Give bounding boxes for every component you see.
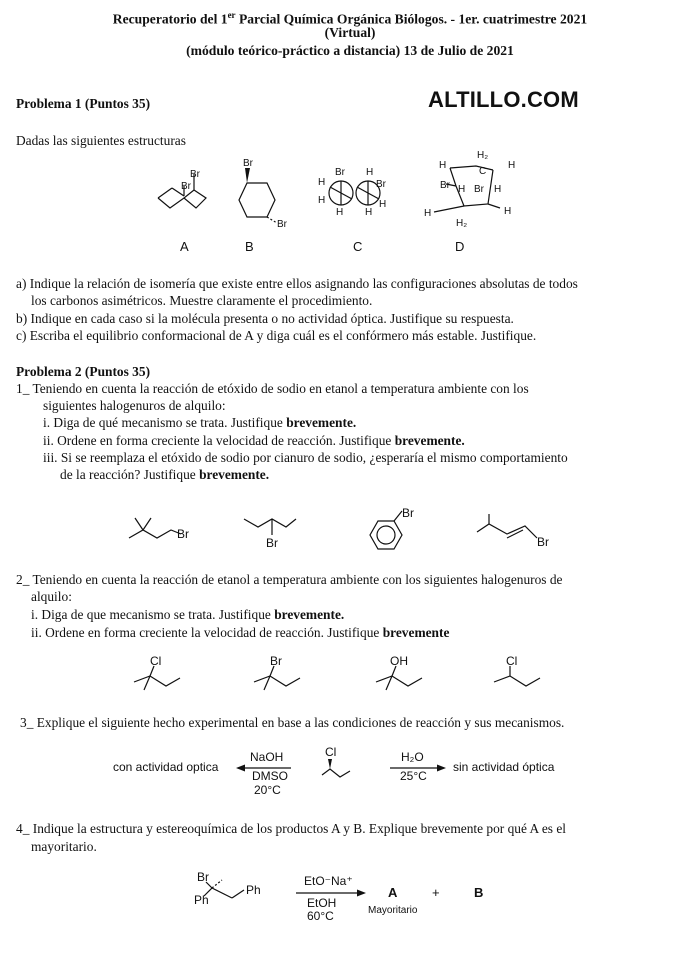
structure-d-chair <box>418 146 518 232</box>
structure-b-cyclohexane <box>225 155 295 235</box>
q1-molecule-2 <box>240 505 310 550</box>
q2-line1: 2_ Teniendo en cuenta la reacción de etanol a temperatura ambiente con los siguientes halogenuros de <box>16 572 563 587</box>
br-label: Br <box>243 158 253 169</box>
q3-right-temp: 25°C <box>400 769 427 783</box>
q1-iii-cont: de la reacción? Justifique brevemente. <box>60 467 270 482</box>
br-label: Br <box>266 536 278 550</box>
h-label: H <box>504 206 512 217</box>
br-label: Br <box>177 527 189 541</box>
q2-molecule-4 <box>490 656 550 701</box>
h2-label: H₂ <box>456 218 468 229</box>
q2-molecule-3 <box>372 656 432 701</box>
br-label: Br <box>190 169 200 180</box>
br-label: Br <box>402 506 414 520</box>
problem1-item-a: a) Indique la relación de isomería que existe entre ellos asignando las configuraciones absolutas de todos <box>16 276 578 291</box>
q1-line1: 1_ Teniendo en cuenta la reacción de etóxido de sodio en etanol a temperatura ambiente con los <box>16 381 529 396</box>
problem1-item-a-cont: los carbonos asimétricos. Muestre claramente el procedimiento. <box>31 293 373 308</box>
q1-molecule-1 <box>125 510 195 550</box>
q3-left-reagent: NaOH <box>250 750 284 764</box>
h-label: H <box>508 160 516 171</box>
cl-label: Cl <box>506 654 518 668</box>
product-a: A <box>388 885 398 900</box>
cl-label: Cl <box>150 654 162 668</box>
br-label: Br <box>376 179 386 190</box>
h-label: H <box>336 207 344 218</box>
label-a: A <box>180 239 189 254</box>
q4-line2: mayoritario. <box>31 839 97 854</box>
h-label: H <box>318 177 326 188</box>
exam-date: (módulo teórico-práctico a distancia) 13 de Julio de 2021 <box>186 43 514 58</box>
q1-molecule-3-bromobenzene <box>358 505 428 555</box>
q1-molecule-4-allyl <box>475 508 565 553</box>
h2-label: H₂ <box>477 150 489 161</box>
br-label: Br <box>197 870 209 884</box>
q1-line2: siguientes halogenuros de alquilo: <box>43 398 226 413</box>
q3-left-solvent: DMSO <box>252 769 288 783</box>
q3-right-text: sin actividad óptica <box>453 760 555 774</box>
q1-ii: ii. Ordene en forma creciente la velocidad de reacción. Justifique brevemente. <box>43 433 465 448</box>
mayoritario-label: Mayoritario <box>368 905 418 916</box>
oh-label: OH <box>390 654 408 668</box>
problem2-title: Problema 2 (Puntos 35) <box>16 364 151 379</box>
altillo-logo: ALTILLO.COM <box>428 87 579 112</box>
q3-center-molecule <box>318 745 358 785</box>
product-b: B <box>474 885 484 900</box>
h-label: H <box>424 208 432 219</box>
label-d: D <box>455 239 465 254</box>
ph-label: Ph <box>246 883 261 897</box>
problem1-item-c: c) Escriba el equilibrio conformacional de A y diga cuál es el confórmero más estable. Justifique. <box>16 328 537 343</box>
q4-solvent: EtOH <box>307 896 337 910</box>
plus-sign: + <box>432 885 440 900</box>
br-label: Br <box>270 654 282 668</box>
q3-right-reagent: H₂O <box>401 750 424 764</box>
q4-temp: 60°C <box>307 909 334 923</box>
label-c: C <box>353 239 363 254</box>
br-label: Br <box>537 535 549 549</box>
h-label: H <box>318 195 326 206</box>
q1-i: i. Diga de qué mecanismo se trata. Justifique brevemente. <box>43 415 357 430</box>
h-label: H <box>366 167 374 178</box>
q2-molecule-1 <box>130 656 190 701</box>
problem1-item-b: b) Indique en cada caso si la molécula presenta o no actividad óptica. Justifique su respuesta. <box>16 311 514 326</box>
q1-iii: iii. Si se reemplaza el etóxido de sodio por cianuro de sodio, ¿esperaría el mismo comportamiento <box>43 450 568 465</box>
q4-line1: 4_ Indique la estructura y estereoquímica de los productos A y B. Explique brevemente por qué A es el <box>16 821 566 836</box>
q3-left-text: con actividad optica <box>113 760 219 774</box>
q3-text: 3_ Explique el siguiente hecho experimental en base a las condiciones de reacción y sus mecanismos. <box>20 715 565 730</box>
problem1-title: Problema 1 (Puntos 35) <box>16 96 151 111</box>
q2-line2: alquilo: <box>31 589 72 604</box>
br-label: Br <box>335 167 345 178</box>
q2-i: i. Diga de que mecanismo se trata. Justifique brevemente. <box>31 607 345 622</box>
br-label: Br <box>474 184 484 195</box>
br-label: Br <box>181 181 191 192</box>
label-b: B <box>245 239 254 254</box>
q4-reactant <box>192 868 282 913</box>
exam-modality: (Virtual) <box>324 25 376 40</box>
br-label: Br <box>277 219 287 230</box>
q3-left-temp: 20°C <box>254 783 281 797</box>
q2-ii: ii. Ordene en forma creciente la velocidad de reacción. Justifique brevemente <box>31 625 450 640</box>
ph-label: Ph <box>194 893 209 907</box>
h-label: H <box>458 184 466 195</box>
c-label: C <box>479 166 487 177</box>
problem1-intro: Dadas las siguientes estructuras <box>16 133 186 148</box>
h-label: H <box>365 207 373 218</box>
h-label: H <box>379 199 387 210</box>
q4-reagent: EtO⁻Na⁺ <box>304 874 353 888</box>
h-label: H <box>494 184 502 195</box>
exam-title: Recuperatorio del 1er Parcial Química Orgánica Biólogos. - 1er. cuatrimestre 2021 <box>112 10 588 27</box>
structure-a-chair <box>150 168 220 223</box>
structure-c-newman <box>310 165 405 225</box>
br-label: Br <box>440 180 450 191</box>
h-label: H <box>439 160 447 171</box>
q2-molecule-2 <box>250 656 310 701</box>
cl-label: Cl <box>325 745 337 759</box>
